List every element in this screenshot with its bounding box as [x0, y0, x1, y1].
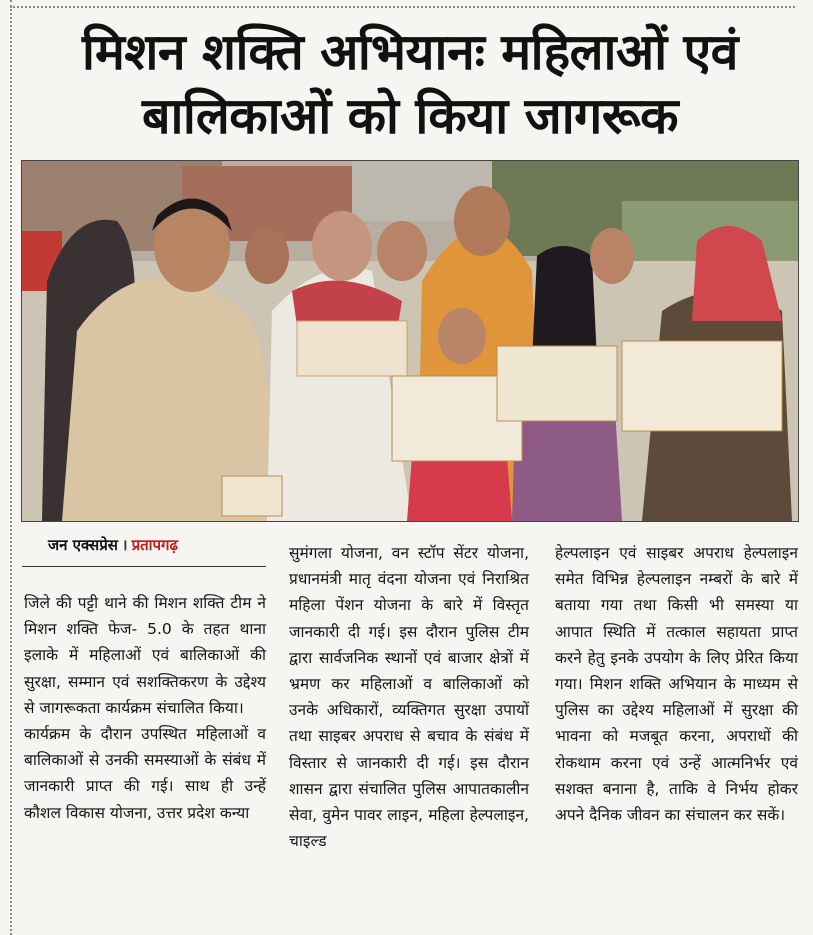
article-column-3: [555, 540, 798, 828]
article-column-2: [289, 540, 529, 854]
cut-line-top: [10, 6, 795, 8]
news-photo: [21, 160, 799, 522]
article-column-1: [24, 590, 266, 826]
article-paragraph: जिले की पट्टी थाने की मिशन शक्ति टीम ने मिशन शक्ति फेज- 5.0 के तहत थाना इलाके में महिलाओं एवं बालिकाओं की सुरक्षा, सम्मान एवं सशक्तिकरण के उद्देश्य से जागरूकता कार्यक्रम संचालित किया।: [24, 594, 266, 717]
headline: [30, 20, 790, 148]
article-paragraph: हेल्पलाइन एवं साइबर अपराध हेल्पलाइन समेत विभिन्न हेल्पलाइन नम्बरों के बारे में बताया गया तथा किसी भी समस्या या आपात स्थिति में तत्काल सहायता प्राप्त करने हेतु इनके उपयोग के लिए प्रेरित किया गया। मिशन शक्ति अभियान के माध्यम से पुलिस का उद्देश्य महिलाओं में सुरक्षा की भावना को मजबूत करना, अपराधों की रोकथाम करना एवं उन्हें आत्मनिर्भर एवं सशक्त बनाना है, ताकि वे निर्भय होकर अपने दैनिक जीवन का संचालन कर सकें।: [555, 544, 798, 825]
byline: [48, 535, 178, 555]
byline-place: प्रतापगढ़: [131, 536, 178, 554]
byline-separator: ।: [121, 536, 128, 554]
byline-source: जन एक्सप्रेस: [48, 536, 118, 554]
cut-line-left: [10, 0, 12, 935]
byline-rule: [22, 566, 266, 567]
headline-line-2: बालिकाओं को किया जागरूक: [141, 87, 679, 145]
article-paragraph: कार्यक्रम के दौरान उपस्थित महिलाओं व बालिकाओं से उनकी समस्याओं के संबंध में जानकारी प्राप्त की गई। साथ ही उन्हें कौशल विकास योजना, उत्तर प्रदेश कन्या: [24, 725, 266, 822]
headline-line-1: मिशन शक्ति अभियानः महिलाओं एवं: [82, 23, 738, 81]
article-paragraph: सुमंगला योजना, वन स्टॉप सेंटर योजना, प्रधानमंत्री मातृ वंदना योजना एवं निराश्रित महिला पेंशन योजना के बारे में विस्तृत जानकारी दी गई। इस दौरान पुलिस टीम द्वारा सार्वजनिक स्थानों एवं बाजार क्षेत्रों में भ्रमण कर महिलाओं व बालिकाओं को उनके अधिकारों, व्यक्तिगत सुरक्षा उपायों तथा साइबर अपराध से बचाव के संबंध में विस्तार से जानकारी दी गई। इस दौरान शासन द्वारा संचालित पुलिस आपातकालीन सेवा, वुमेन पावर लाइन, महिला हेल्पलाइन, चाइल्ड: [289, 544, 529, 851]
photo-icon: [22, 161, 798, 521]
